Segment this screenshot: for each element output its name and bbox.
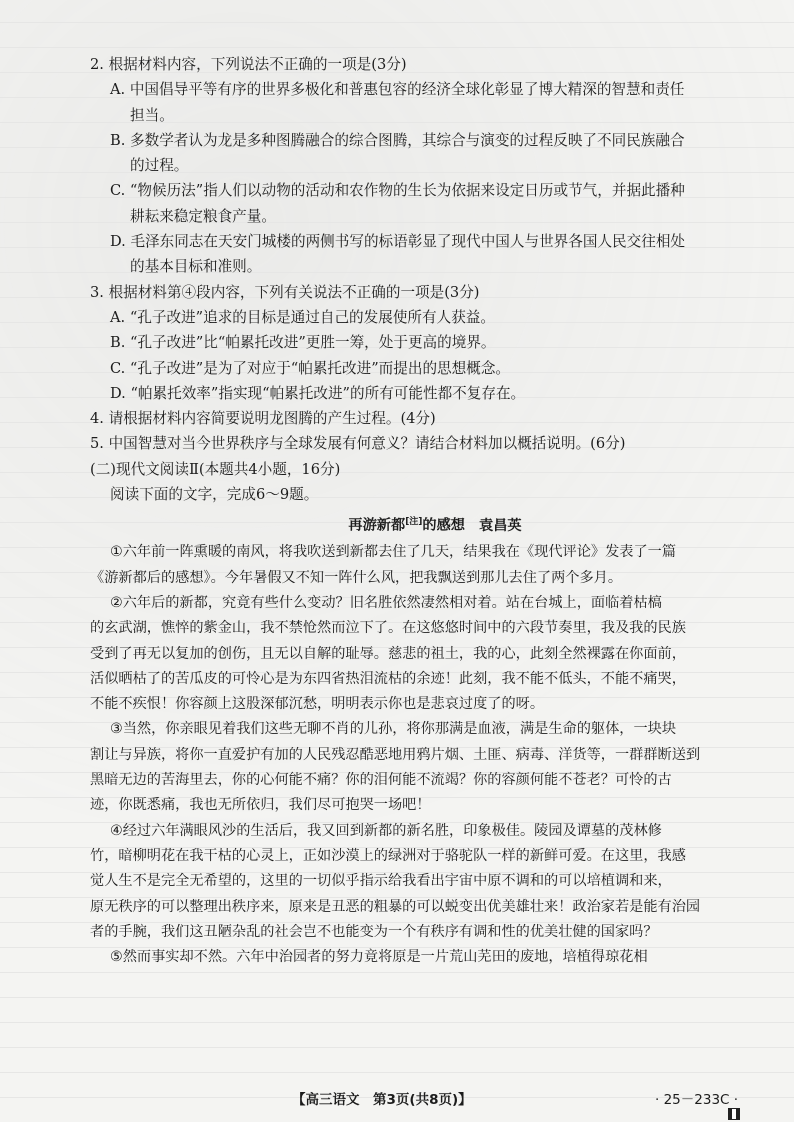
passage-paragraph-2 [90, 591, 780, 717]
paragraph-line: 原无秩序的可以整理出秩序来，原来是丑恶的粗暴的可以蜕变出优美雄壮来！政治家若是能有治园 [90, 898, 701, 915]
option-line: 的基本目标和准则。 [130, 258, 262, 276]
option-line: B. 多数学者认为龙是多种图腾融合的综合图腾，其综合与演变的过程反映了不同民族融合 [110, 131, 685, 149]
option-line: C. “物候历法”指人们以动物的活动和农作物的生长为依据来设定日历或节气，并据此播种 [110, 182, 685, 200]
option-line: 担当。 [130, 106, 174, 124]
question-3-option-c: C. “孔子改进”是为了对应于“帕累托改进”而提出的思想概念。 [110, 359, 511, 377]
paragraph-line: 者的手腕，我们这丑陋杂乱的社会岂不也能变为一个有秩序有调和性的优美壮健的国家吗？ [90, 923, 658, 940]
question-5: 5. 中国智慧对当今世界秩序与全球发展有何意义？请结合材料加以概括说明。(6分) [90, 435, 626, 453]
paragraph-line: 受到了再无以复加的创伤，且无以自解的耻辱。慈悲的祖土，我的心，此刻全然裸露在你面前， [90, 645, 686, 662]
section-instruction: 阅读下面的文字，完成6～9题。 [110, 486, 319, 504]
question-3-option-a: A. “孔子改进”追求的目标是通过自己的发展使所有人获益。 [110, 308, 495, 326]
paragraph-line: 《游新都后的感想》。今年暑假又不知一阵什么风，把我飘送到那儿去住了两个多月。 [90, 569, 623, 586]
passage-paragraph-3 [90, 717, 780, 818]
paragraph-line: 黑暗无边的苦海里去，你的心何能不痛？你的泪何能不流竭？你的容颜何能不苍老？可怜的古 [90, 772, 672, 789]
question-2-stem: 2. 根据材料内容，下列说法不正确的一项是(3分) [90, 56, 407, 73]
paragraph-line: ④经过六年满眼风沙的生活后，我又回到新都的新名胜，印象极佳。陵园及谭墓的茂林修 [110, 822, 662, 839]
paragraph-line: 的玄武湖，憔悴的紫金山，我不禁怆然而泣下了。在这悠悠时间中的六段节奏里，我及我的民族 [90, 620, 686, 637]
question-2-option-b [90, 128, 780, 179]
question-2-option-c [90, 178, 780, 229]
title-tail: 的感想 [422, 518, 465, 535]
title-text: 再游新都 [348, 518, 406, 535]
passage-paragraph-4 [90, 819, 780, 945]
paragraph-line: 竹，暗柳明花在我干枯的心灵上，正如沙漠上的绿洲对于骆驼队一样的新鲜可爱。在这里，我感 [90, 847, 686, 864]
option-line: 的过程。 [130, 157, 189, 175]
question-2-option-d [90, 229, 780, 280]
footer-exam-code: · 25－233C · [655, 1092, 739, 1108]
paragraph-line: 觉人生不是完全无希望的，这里的一切似乎指示给我看出宇宙中原不调和的可以培植调和来， [90, 873, 672, 890]
question-2-option-a [90, 77, 780, 128]
paragraph-line: ③当然，你亲眼见着我们这些无聊不肖的儿孙，将你那满是血液，满是生命的躯体，一块块 [110, 721, 677, 738]
paragraph-line: ⑤然而事实却不然。六年中治园者的努力竟将原是一片荒山芜田的废地，培植得琼花相 [110, 949, 648, 966]
page-content [90, 52, 780, 970]
note-marker: [注] [405, 517, 423, 528]
question-3-stem: 3. 根据材料第④段内容，下列有关说法不正确的一项是(3分) [90, 283, 480, 301]
paragraph-line: 不能不疾恨！你容颜上这股深郁沉愁，明明表示你也是悲哀过度了的呀。 [90, 696, 545, 713]
option-line: A. 中国倡导平等有序的世界多极化和普惠包容的经济全球化彰显了博大精深的智慧和责任 [110, 81, 685, 99]
paragraph-line: 割让与异族，将你一直爱护有加的人民残忍酷恶地用鸦片烟、土匪、病毒、洋货等，一群群断送到 [90, 746, 701, 763]
paragraph-line: 迹，你既悉痛，我也无所依归，我们尽可抱哭一场吧！ [90, 797, 431, 814]
passage-paragraph-1 [90, 540, 780, 591]
passage-paragraph-5 [90, 945, 780, 970]
option-line: 耕耘来稳定粮食产量。 [130, 207, 276, 225]
question-4: 4. 请根据材料内容简要说明龙图腾的产生过程。(4分) [90, 410, 436, 428]
author-name: 袁昌英 [479, 518, 522, 535]
paragraph-line: ①六年前一阵熏暖的南风，将我吹送到新都去住了几天，结果我在《现代评论》发表了一篇 [110, 544, 677, 561]
paragraph-line: 活似晒枯了的苦瓜皮的可怜心是为东四省热泪流枯的余迹！此刻，我不能不低头，不能不痛哭， [90, 670, 686, 687]
passage-title [90, 510, 780, 539]
footer-page-label: 【高三语文 第3页(共8页)】 [292, 1092, 472, 1108]
question-3-option-b: B. “孔子改进”比“帕累托改进”更胜一筹，处于更高的境界。 [110, 334, 496, 352]
paragraph-line: ②六年后的新都，究竟有些什么变动？旧名胜依然凄然相对着。站在台城上，面临着枯槁 [110, 594, 662, 611]
option-line: D. 毛泽东同志在天安门城楼的两侧书写的标语彰显了现代中国人与世界各国人民交往相处 [110, 233, 686, 251]
qr-code-icon [728, 1108, 740, 1120]
question-3-option-d: D. “帕累托效率”指实现“帕累托改进”的所有可能性都不复存在。 [110, 384, 526, 402]
section-heading: (二)现代文阅读Ⅱ(本题共4小题，16分) [90, 460, 341, 478]
